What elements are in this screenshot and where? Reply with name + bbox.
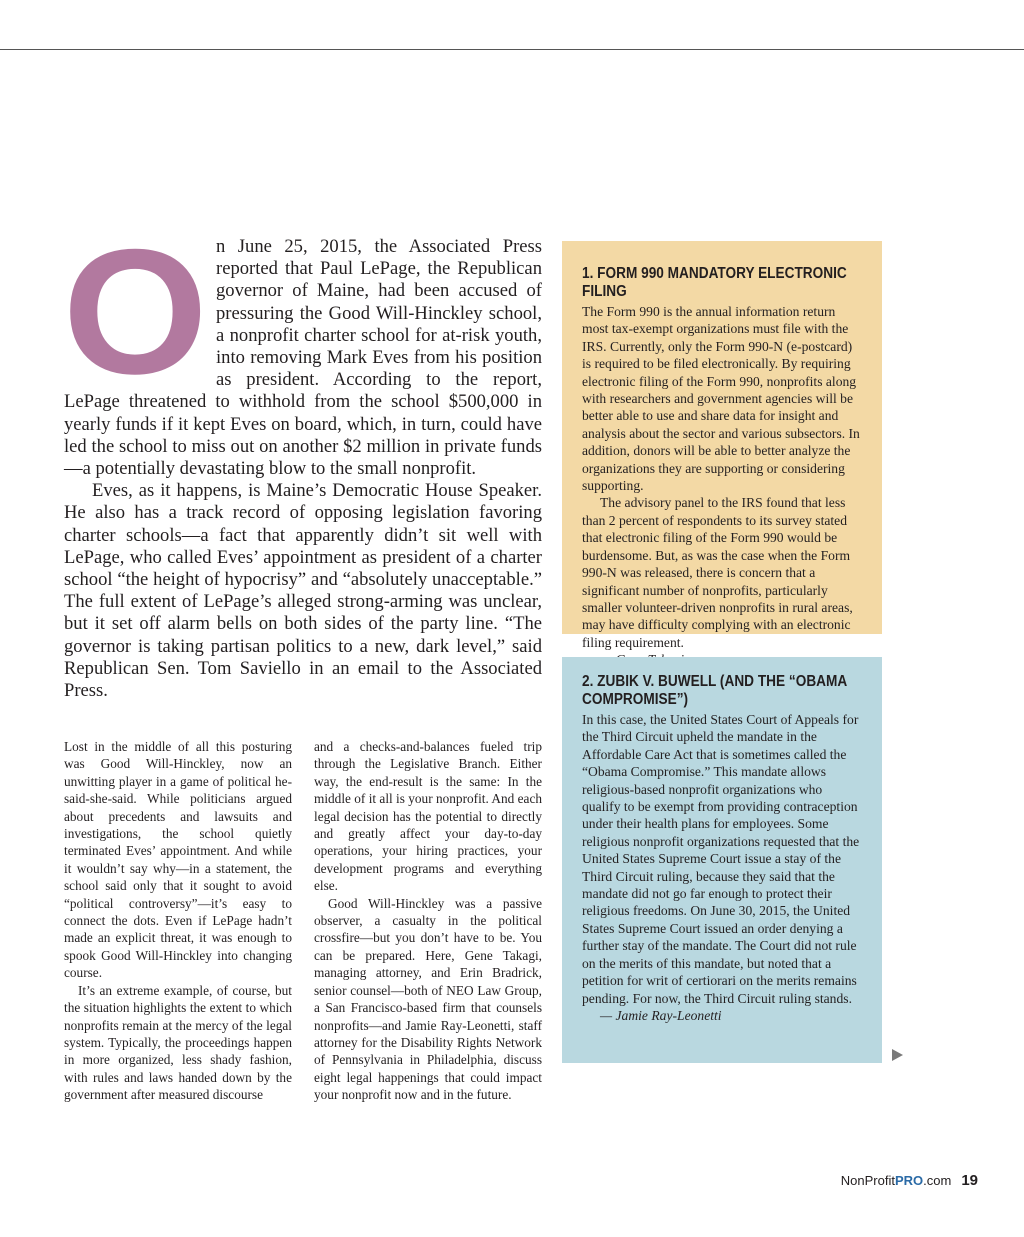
body-paragraph: It’s an extreme example, of course, but the situation highlights the extent to which nonprofits remain at the mercy of the legal system. Typically, the proceedings happen in more organized, less shady fashion, with rules and laws handed down by the government after measured discourse <box>64 982 292 1103</box>
page-footer <box>841 1172 978 1189</box>
sidebar-heading: 1. FORM 990 MANDATORY ELECTRONIC FILING <box>582 265 847 300</box>
article-lead <box>62 212 542 702</box>
sidebar-byline: — Jamie Ray-Leonetti <box>600 1007 722 1023</box>
header-rule <box>0 49 1024 50</box>
sidebar-zubik <box>562 657 882 1063</box>
body-paragraph: Lost in the middle of all this posturing was Good Will-Hinckley, now an unwitting player in a game of political he-said-she-said. While politicians argued about precedents and lawsuits and investigations, the school quietly terminated Eves’ appointment. And while it wouldn’t say why—in a statement, the school said only that it sought to avoid “political controversy”—it’s easy to connect the dots. Even if LePage hadn’t made an explicit threat, it was enough to spook Good Will-Hinckley into changing course. <box>64 739 292 981</box>
footer-brand: NonProfitPRO.com <box>840 1173 952 1188</box>
lead-paragraph-2: Eves, as it happens, is Maine’s Democratic House Speaker. He also has a track record of opposing legislation favoring charter schools—a fact that apparently didn’t sit well with LePage, who called Eves’ appointment as president of a charter school “the height of hypocrisy” and “absolutely unacceptable.” The full extent of LePage’s alleged strong-arming was unclear, but it set off alarm bells on both sides of the party line. “The governor is taking partisan politics to a new, dark level,” said Republican Sen. Tom Saviello in an email to the Associated Press. <box>64 480 542 702</box>
sidebar-heading: 2. ZUBIK V. BUWELL (AND THE “OBAMA COMPROMISE”) <box>582 673 847 708</box>
page-number: 19 <box>961 1172 978 1189</box>
sidebar-paragraph: In this case, the United States Court of Appeals for the Third Circuit upheld the mandate in the Affordable Care Act that is sometimes called the “Obama Compromise.” This mandate allows religious-based nonprofit organizations who qualify to be exempt from providing contraception under their health plans for employees. Some religious nonprofit organizations requested that the United States Supreme Court issue a stay of the Third Circuit ruling, because they said that the mandate did not go far enough to protect their religious freedoms. On June 30, 2015, the United States Supreme Court issued an order denying a further stay of the mandate. The Court did not rule on the merits of this mandate, but noted that a petition for writ of certiorari on the merits remains pending. For now, the Third Circuit ruling stands. <box>582 712 860 1006</box>
sidebar-paragraph: The advisory panel to the IRS found that less than 2 percent of respondents to its survey stated that electronic filing of the Form 990 would be burdensome. But, as was the case when the Form 990-N was released, there is concern that a significant number of nonprofits, particularly smaller volunteer-driven nonprofits in rural areas, may have difficulty complying with an electronic filing requirement. <box>582 495 853 650</box>
triangle-right-icon <box>892 1049 903 1061</box>
body-paragraph: Good Will-Hinckley was a passive observer, a casualty in the political crossfire—but you don’t have to be. You can be prepared. Here, Gene Takagi, managing attorney, and Erin Bradrick, senior counsel—both of NEO Law Group, a San Francisco-based firm that counsels nonprofits—and Jamie Ray-Leonetti, staff attorney for the Disability Rights Network of Pennsylvania in Philadelphia, discuss eight legal happenings that could impact your nonprofit now and in the future. <box>314 895 542 1103</box>
body-column-1 <box>64 738 292 1104</box>
sidebar-form-990 <box>562 241 882 650</box>
lead-paragraph-1: O n June 25, 2015, the Associated Press reported that Paul LePage, the Republican governor of Maine, had been accused of pressuring the Good Will-Hinckley school, a nonprofit charter school for at-risk youth, into removing Mark Eves from his position as president. According to the report, LePage threatened to withhold from the school $500,000 in yearly funds if it kept Eves on board, which, in turn, could have led the school to miss out on another $2 million in private funds—a potentially devastating blow to the small nonprofit. <box>62 212 542 480</box>
sidebar-paragraph: The Form 990 is the annual information return most tax-exempt organizations must file with the IRS. Currently, only the Form 990-N (e-postcard) is required to be filed electronically. By requiring electronic filing of the Form 990, nonprofits along with researchers and government agencies will be better able to use and share data for insight and analysis about the sector and various subsectors. In addition, donors will be able to better analyze the organizations they are supporting or considering supporting. <box>582 304 860 494</box>
body-paragraph: and a checks-and-balances fueled trip through the Legislative Branch. Either way, the end-result is the same: In the middle of it all is your nonprofit. And each legal decision has the potential to directly and greatly affect your day-to-day operations, your hiring practices, your development programs and everything else. <box>314 739 542 894</box>
drop-cap: O <box>62 212 208 411</box>
body-column-2 <box>314 738 542 1104</box>
